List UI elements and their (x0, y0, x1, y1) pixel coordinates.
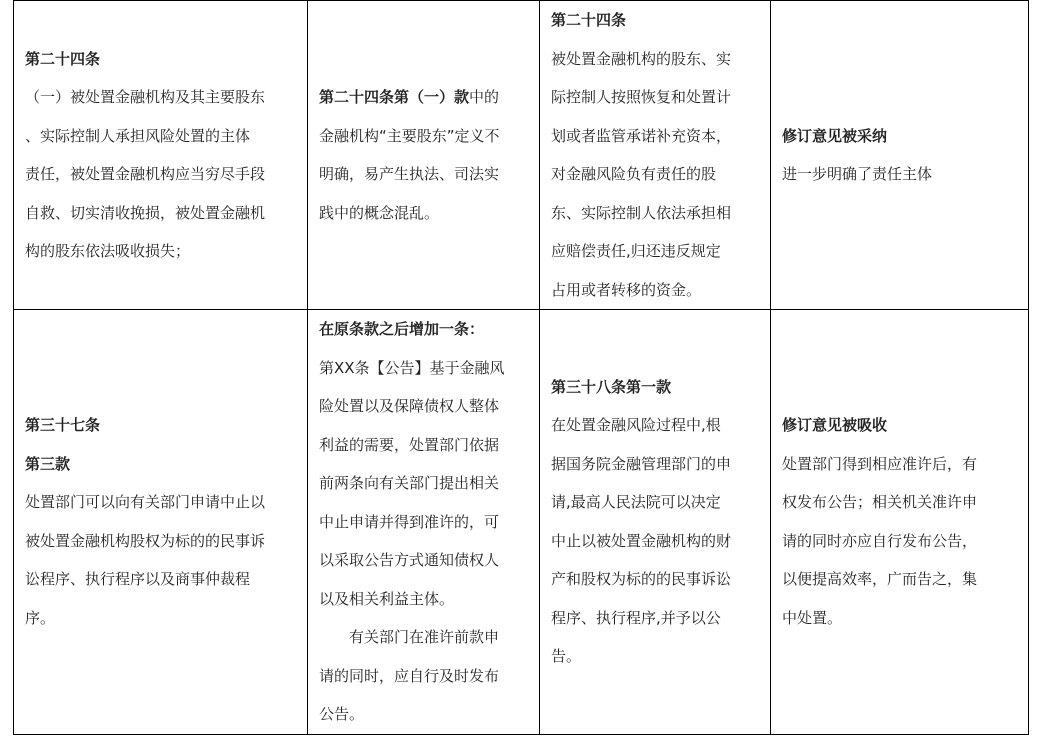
cell-text-line: 前两条向有关部门提出相关 (319, 474, 500, 492)
table-cell-final-article (540, 310, 771, 735)
cell-text-line: 公告。 (319, 705, 365, 723)
table-cell-original-article (14, 310, 308, 735)
cell-text-line: 利益的需要，处置部门依据 (319, 435, 500, 454)
cell-text-line: 构的股东依法吸收损失； (25, 242, 191, 260)
cell-text-line: 明确，易产生执法、司法实 (319, 165, 500, 183)
cell-heading: 第三十八条第一款 (551, 377, 672, 396)
cell-text-line: 应赔偿责任,归还违反规定 (551, 242, 721, 260)
cell-text-line: 、实际控制人承担风险处置的主体 (25, 126, 251, 145)
table-row (14, 1, 1029, 310)
cell-text-line: 际控制人按照恢复和处置计 (551, 88, 732, 106)
cell-text-line: 对金融风险负有责任的股 (551, 165, 717, 183)
cell-text-line: 金融机构“主要股东”定义不 (319, 126, 500, 145)
table-cell-suggestion (308, 1, 540, 310)
cell-text-line: 告。 (551, 647, 582, 666)
cell-text-line: 东、实际控制人依法承担相 (551, 203, 732, 222)
cell-text-line: 践中的概念混乱。 (319, 203, 440, 222)
cell-heading: 修订意见被吸收 (782, 416, 888, 435)
cell-text-line: 划或者监管承诺补充资本， (551, 126, 732, 145)
cell-text-line (319, 78, 530, 117)
comparison-table (13, 0, 1029, 735)
cell-text-line: 序。 (25, 608, 56, 627)
table-cell-status (771, 1, 1029, 310)
cell-text-line: 请,最高人民法院可以决定 (551, 493, 721, 512)
cell-heading: 第三十七条 (25, 416, 101, 435)
cell-heading: 在原条款之后增加一条： (319, 320, 485, 338)
cell-text-line: 第XX条【公告】基于金融风 (319, 358, 505, 377)
cell-text-line: 被处置金融机构股权为标的的民事诉 (25, 531, 266, 550)
cell-text-line: 被处置金融机构的股东、实 (551, 49, 732, 68)
cell-text-line: 有关部门在准许前款申 (349, 628, 500, 646)
cell-text-line: 以及相关利益主体。 (319, 589, 455, 608)
cell-text-line: 在处置金融风险过程中,根 (551, 416, 721, 435)
cell-text-line: 处置部门得到相应准许后，有 (782, 454, 978, 473)
table-row (14, 310, 1029, 735)
cell-text-line: 以便提高效率，广而告之，集 (782, 570, 978, 589)
cell-text-line: （一）被处置金融机构及其主要股东 (25, 88, 266, 106)
cell-text-line: 中止以被处置金融机构的财 (551, 531, 732, 550)
cell-heading: 第三款 (25, 454, 71, 473)
cell-text-line: 请的同时亦应自行发布公告， (782, 531, 978, 550)
cell-text-line: 中处置。 (782, 608, 843, 627)
cell-text-line: 程序、执行程序,并予以公 (551, 608, 721, 627)
cell-text-line: 险处置以及保障债权人整体 (319, 397, 500, 415)
cell-text-line: 请的同时，应自行及时发布 (319, 666, 500, 685)
cell-text-line: 占用或者转移的资金。 (551, 280, 702, 299)
cell-text-line: 责任，被处置金融机构应当穷尽手段 (25, 165, 266, 183)
cell-heading: 第二十四条 (551, 11, 627, 29)
table-cell-original-article (14, 1, 308, 310)
cell-text-line: 讼程序、执行程序以及商事仲裁程 (25, 570, 251, 589)
cell-text-line: 中止申请并得到准许的，可 (319, 512, 500, 531)
cell-text-line: 产和股权为标的的民事诉讼 (551, 570, 732, 589)
table-cell-status (771, 310, 1029, 735)
table-cell-final-article (540, 1, 771, 310)
cell-text-fragment: 中的 (469, 88, 500, 106)
cell-text-line: 处置部门可以向有关部门申请中止以 (25, 493, 266, 512)
cell-text-line: 自救、切实清收挽损，被处置金融机 (25, 203, 266, 222)
cell-heading: 第二十四条第（一）款 (319, 88, 470, 106)
cell-text-line: 据国务院金融管理部门的申 (551, 454, 732, 473)
cell-text-line: 进一步明确了责任主体 (782, 165, 933, 183)
table-cell-suggestion (308, 310, 540, 735)
cell-text-line: 以采取公告方式通知债权人 (319, 551, 500, 569)
cell-heading: 修订意见被采纳 (782, 126, 888, 145)
cell-heading: 第二十四条 (25, 49, 101, 68)
cell-text-line: 权发布公告；相关机关准许申 (782, 493, 978, 512)
